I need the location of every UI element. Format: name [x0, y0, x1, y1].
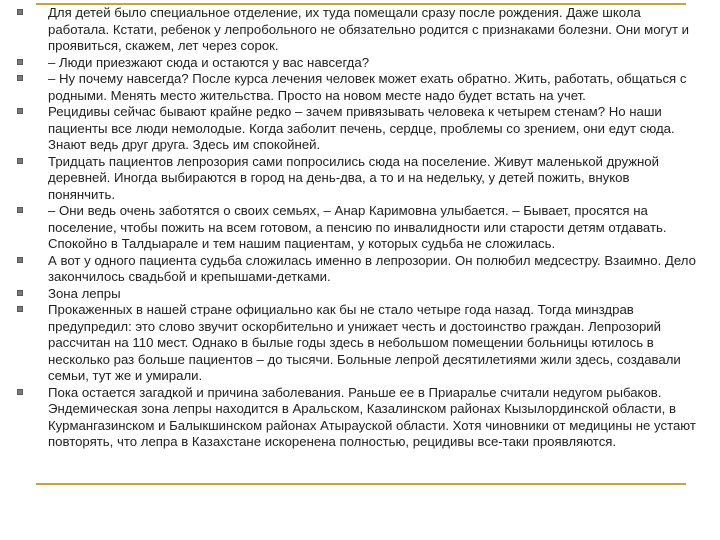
bullet-text: Прокаженных в нашей стране официально как бы не стало четыре года назад. Тогда минздрав предупредил: это слово звучит оскорбительно и унижает честь и достоинство граждан. Лепрозорий рассчитан на 110 мест. Однако в былые годы здесь в небольшом помещении больницы ютилось в несколько раз больше пациентов – до тысячи. Больные лепрой десятилетиями жили здесь, создавали семьи, тут же и умирали.: [48, 302, 681, 383]
bullet-list: [0, 5, 720, 451]
bullet-text: Пока остается загадкой и причина заболевания. Раньше ее в Приаралье считали недугом рыбаков. Эндемическая зона лепры находится в Аральском, Казалинском районах Кызылординской области, в Курмангазинском и Балыкшинском районах Атырауской области. Хотя чиновники от медицины не устают повторять, что лепра в Казахстане искоренена полностью, рецидивы все-таки проявляются.: [48, 384, 696, 449]
square-bullet-icon: [17, 158, 23, 164]
list-item: [0, 154, 720, 204]
list-item: [0, 104, 720, 154]
square-bullet-icon: [17, 59, 23, 65]
bullet-text: Рецидивы сейчас бывают крайне редко – зачем привязывать человека к четырем стенам? Но наши пациенты все люди немолодые. Когда заболит печень, сердце, проблемы со зрением, они едут сюда. Знают ведь друг друга. Здесь им спокойней.: [48, 104, 675, 152]
list-item: [0, 302, 720, 385]
square-bullet-icon: [17, 207, 23, 213]
bullet-text: – Ну почему навсегда? После курса лечения человек может ехать обратно. Жить, работать, общаться с родными. Менять место жительства. Просто на новом месте надо будет встать на учет.: [48, 71, 687, 103]
square-bullet-icon: [17, 108, 23, 114]
square-bullet-icon: [17, 306, 23, 312]
bullet-text: Для детей было специальное отделение, их туда помещали сразу после рождения. Даже школа работала. Кстати, ребенок у лепробольного не обязательно родится с признаками болезни. Они могут и проявиться, скажем, лет через сорок.: [48, 5, 690, 53]
bullet-text: Зона лепры: [48, 285, 121, 301]
square-bullet-icon: [17, 290, 23, 296]
square-bullet-icon: [17, 389, 23, 395]
list-item: [0, 5, 720, 55]
list-item: [0, 203, 720, 253]
square-bullet-icon: [17, 257, 23, 263]
list-item: [0, 55, 720, 72]
square-bullet-icon: [17, 75, 23, 81]
bullet-text: А вот у одного пациента судьба сложилась именно в лепрозории. Он полюбил медсестру. Взаимно. Дело закончилось свадьбой и крепышами-детками.: [48, 252, 696, 284]
list-item: [0, 286, 720, 303]
list-item: [0, 253, 720, 286]
list-item: [0, 71, 720, 104]
square-bullet-icon: [17, 9, 23, 15]
bullet-text: Тридцать пациентов лепрозория сами попросились сюда на поселение. Живут маленькой дружной деревней. Иногда выбираются в город на день-два, а то и на недельку, у детей пожить, внуков понянчить.: [48, 153, 660, 202]
bullet-text: – Люди приезжают сюда и остаются у вас навсегда?: [48, 54, 370, 70]
list-item: [0, 385, 720, 451]
bottom-accent-line: [36, 483, 686, 485]
bullet-text: – Они ведь очень заботятся о своих семьях, – Анар Каримовна улыбается. – Бывает, просятся на поселение, чтобы пожить на всем готовом, а пенсию по инвалидности или старости детям отдавать. Спокойно в Талдыарале и тем нашим пациентам, у которых судьба не сложилась.: [48, 203, 667, 251]
